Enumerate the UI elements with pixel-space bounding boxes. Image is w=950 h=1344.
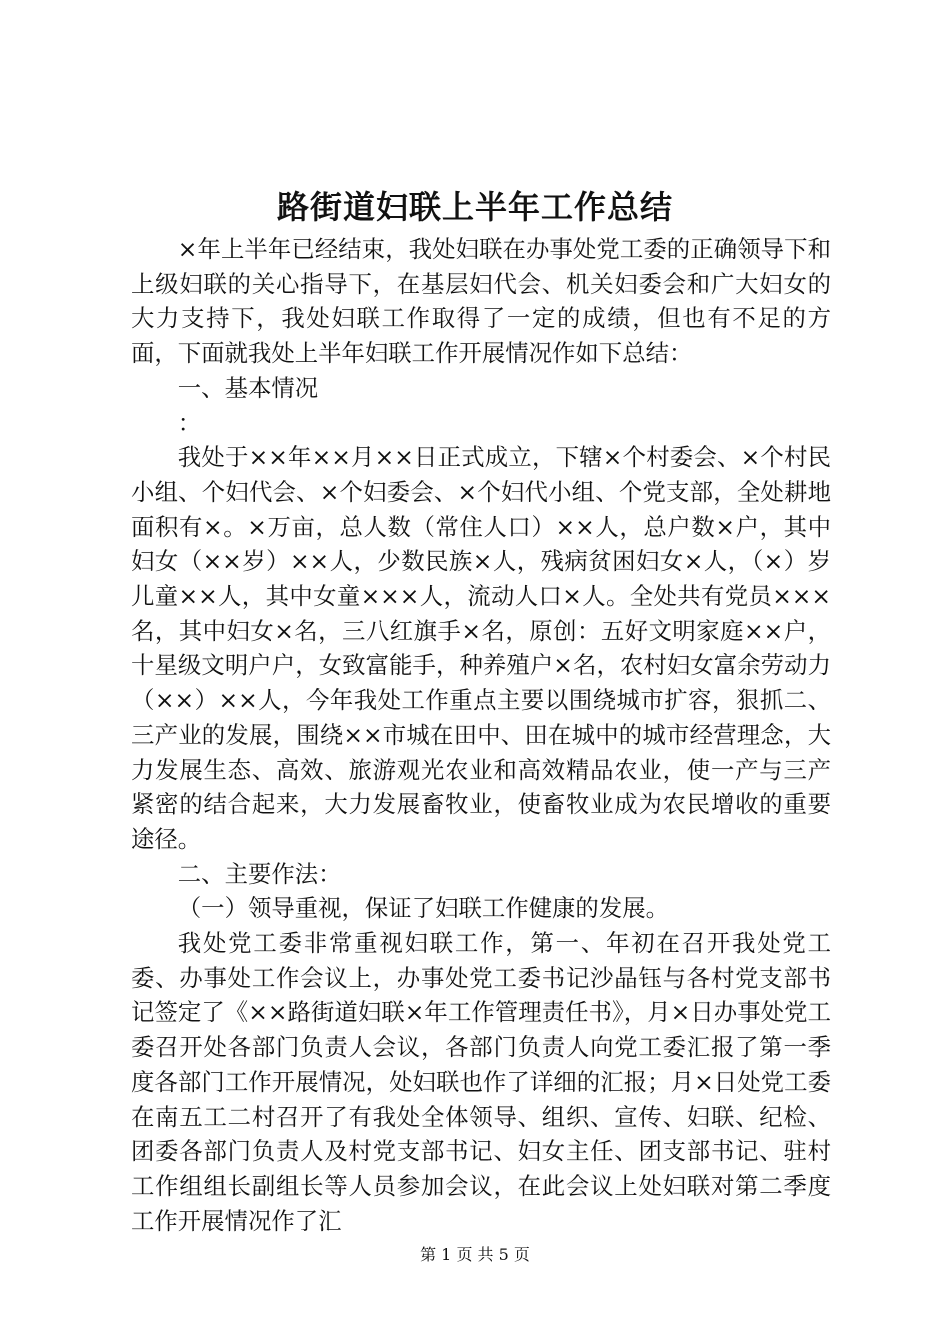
- section-heading-basic-situation: 一、基本情况: [177, 373, 319, 402]
- leadership-paragraph: 我处党工委非常重视妇联工作，第一、年初在召开我处党工委、办事处工作会议上，办事处党工委书记沙晶钰与各村党支部书记签定了《××路街道妇联×年工作管理责任书》，月×日办事处党工委召开处各部门负责人会议，各部门负责人向党工委汇报了第一季度各部门工作开展情况，处妇联也作了详细的汇报；月×日处党工委在南五工二村召开了有我处全体领导、组织、宣传、妇联、纪检、团委各部门负责人及村党支部书记、妇女主任、团支部书记、驻村工作组组长副组长等人员参加会议，在此会议上处妇联对第二季度工作开展情况作了汇: [131, 929, 831, 1235]
- document-title: 路街道妇联上半年工作总结: [276, 188, 673, 226]
- basic-situation-paragraph: 我处于××年××月××日正式成立，下辖×个村委会、×个村民小组、个妇代会、×个妇委会、×个妇代小组、个党支部，全处耕地面积有×。×万亩，总人数（常住人口）××人，总户数×户，其中妇女（××岁）××人，少数民族×人，残病贫困妇女×人，（×）岁儿童××人，其中女童×××人，流动人口×人。全处共有党员×××名，其中妇女×名，三八红旗手×名，原创：五好文明家庭××户，十星级文明户户，女致富能手，种养殖户×名，农村妇女富余劳动力（××）××人，今年我处工作重点主要以围绕城市扩容，狠抓二、三产业的发展，围绕××市城在田中、田在城中的城市经营理念，大力发展生态、高效、旅游观光农业和高效精品农业，使一产与三产紧密的结合起来，大力发展畜牧业，使畜牧业成为农民增收的重要途径。: [131, 443, 831, 853]
- subsection-heading-leadership: （一）领导重视，保证了妇联工作健康的发展。: [177, 894, 669, 923]
- section-heading-main-methods: 二、主要作法：: [177, 859, 342, 888]
- intro-paragraph: ×年上半年已经结束，我处妇联在办事处党工委的正确领导下和上级妇联的关心指导下，在基层妇代会、机关妇委会和广大妇女的大力支持下，我处妇联工作取得了一定的成绩，但也有不足的方面，下面就我处上半年妇联工作开展情况作如下总结：: [131, 235, 831, 368]
- colon-line: ：: [177, 408, 202, 437]
- page-number-footer: 第 1 页 共 5 页: [420, 1245, 530, 1264]
- document-body: [131, 232, 831, 1238]
